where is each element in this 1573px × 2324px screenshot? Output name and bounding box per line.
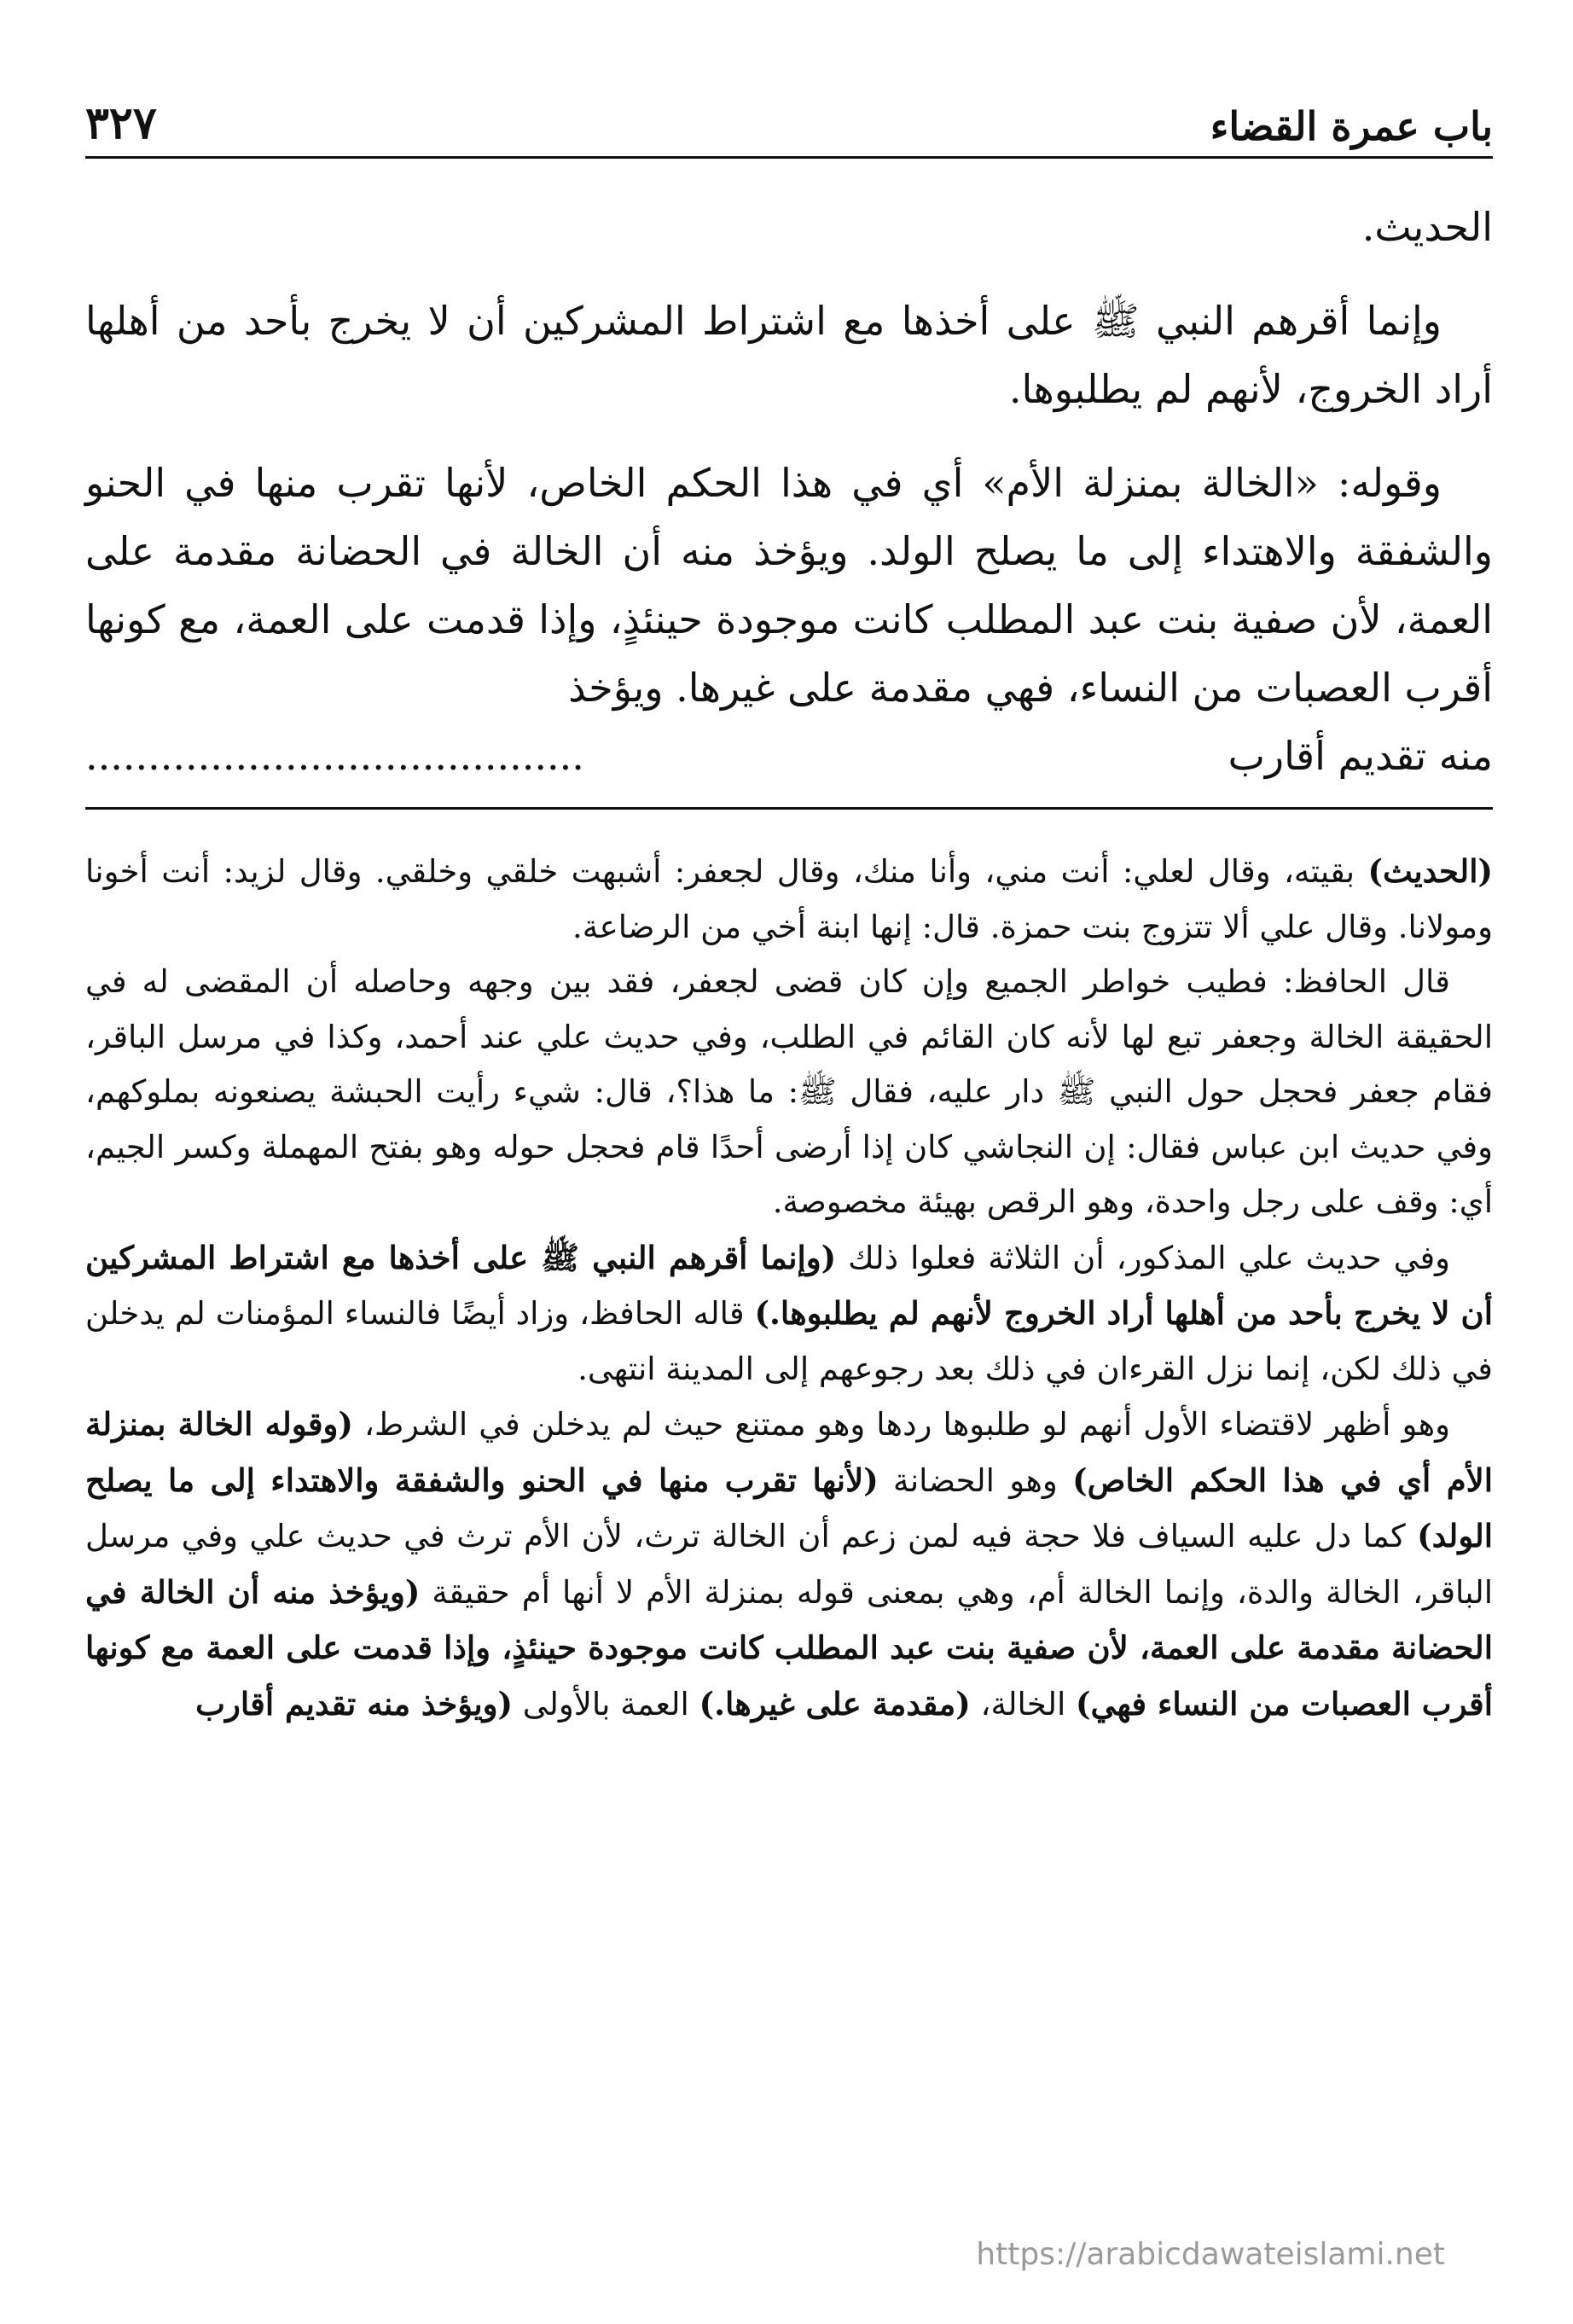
page-header bbox=[85, 81, 1493, 159]
main-paragraph-3-end: منه تقديم أقارب bbox=[1228, 733, 1493, 779]
page-number: ٣٢٧ bbox=[85, 97, 157, 149]
main-last-line bbox=[85, 722, 1493, 790]
chapter-title: باب عمرة القضاء bbox=[1210, 103, 1493, 149]
commentary-3-b: قاله الحافظ، وزاد أيضًا فالنساء المؤمنات لم يدخلن في ذلك لكن، إنما نزل القرءان في ذلك بعد رجوعهم إلى المدينة انتهى. bbox=[85, 1295, 1493, 1387]
commentary-paragraph-2: قال الحافظ: فطيب خواطر الجميع وإن كان قضى لجعفر، فقد بين وجهه وحاصله أن المقضى له في الحقيقة الخالة وجعفر تبع لها لأنه كان القائم في الطلب، وفي حديث علي عند أحمد، وكذا في مرسل الباقر، فقام جعفر فحجل حول النبي ﷺ دار عليه، فقال ﷺ: ما هذا؟، قال: شيء رأيت الحبشة يصنعونه بملوكهم، وفي حديث ابن عباس فقال: إن النجاشي كان إذا أرضى أحدًا قام فحجل حوله وهو بفتح المهملة وكسر الجيم، أي: وقف على رجل واحدة، وهو الرقص بهيئة مخصوصة. bbox=[85, 963, 1493, 1220]
section-divider bbox=[85, 807, 1493, 810]
main-paragraph-3: وقوله: «الخالة بمنزلة الأم» أي في هذا الحكم الخاص، لأنها تقرب منها في الحنو والشفقة والاهتداء إلى ما يصلح الولد. ويؤخذ منه أن الخالة في الحضانة مقدمة على العمة، لأن صفية بنت عبد المطلب كانت موجودة حينئذٍ، وإذا قدمت على العمة، مع كونها أقرب العصبات من النساء، فهي مقدمة على غيرها. ويؤخذ bbox=[85, 460, 1493, 711]
commentary-paragraph-3 bbox=[85, 1230, 1493, 1397]
commentary-4-e: العمة بالأولى bbox=[513, 1685, 699, 1723]
commentary-4-bold-5: (ويؤخذ منه تقديم أقارب bbox=[195, 1684, 513, 1723]
continuation-dots: ........................................ bbox=[85, 733, 584, 779]
commentary-4-bold-4: (مقدمة على غيرها.) bbox=[699, 1684, 971, 1723]
commentary-paragraph-4 bbox=[85, 1397, 1493, 1732]
commentary-4-c: كما دل عليه السياف فلا حجة فيه لمن زعم أن الخالة ترث، لأن الأم ترث في حديث علي وفي مرسل الباقر، الخالة والدة، وإنما الخالة أم، وهي بمعنى قوله بمنزلة الأم لا أنها أم حقيقة bbox=[85, 1518, 1493, 1611]
commentary-4-bold-1: (وقوله الخالة بمنزلة الأم أي في هذا الحكم الخاص) bbox=[85, 1405, 1493, 1499]
document-page bbox=[85, 81, 1493, 1732]
commentary-text bbox=[85, 844, 1493, 1732]
main-text bbox=[85, 193, 1493, 790]
watermark-url: https://arabicdawateislami.net bbox=[976, 2237, 1445, 2272]
commentary-paragraph-1 bbox=[85, 844, 1493, 955]
main-paragraph-1: الحديث. bbox=[1361, 204, 1493, 250]
commentary-4-d: الخالة، bbox=[970, 1685, 1077, 1723]
commentary-4-bold-3: (ويؤخذ منه أن الخالة في الحضانة مقدمة على العمة، لأن صفية بنت عبد المطلب كانت موجودة حينئذٍ، وإذا قدمت على العمة مع كونها أقرب العصبات من النساء فهي) bbox=[85, 1572, 1493, 1723]
commentary-3-bold: (وإنما أقرهم النبي ﷺ على أخذها مع اشتراط المشركين أن لا يخرج بأحد من أهلها أراد الخروج لأنهم لم يطلبوها.) bbox=[85, 1238, 1493, 1332]
commentary-4-bold-2: (لأنها تقرب منها في الحنو والشفقة والاهتداء إلى ما يصلح الولد) bbox=[85, 1461, 1493, 1554]
commentary-1-bold: (الحديث) bbox=[1367, 852, 1493, 890]
commentary-4-b: وهو الحضانة bbox=[878, 1461, 1073, 1499]
commentary-3-a: وفي حديث علي المذكور، أن الثلاثة فعلوا ذلك bbox=[836, 1239, 1450, 1276]
main-paragraph-2: وإنما أقرهم النبي ﷺ على أخذها مع اشتراط المشركين أن لا يخرج بأحد من أهلها أراد الخروج، لأنهم لم يطلبوها. bbox=[85, 298, 1493, 412]
commentary-4-a: وهو أظهر لاقتضاء الأول أنهم لو طلبوها ردها وهو ممتنع حيث لم يدخلن في الشرط، bbox=[352, 1406, 1450, 1443]
commentary-1-text: بقيته، وقال لعلي: أنت مني، وأنا منك، وقال لجعفر: أشبهت خلقي وخلقي. وقال لزيد: أنت أخونا ومولانا. وقال علي ألا تتزوج بنت حمزة. قال: إنها ابنة أخي من الرضاعة. bbox=[85, 853, 1493, 945]
